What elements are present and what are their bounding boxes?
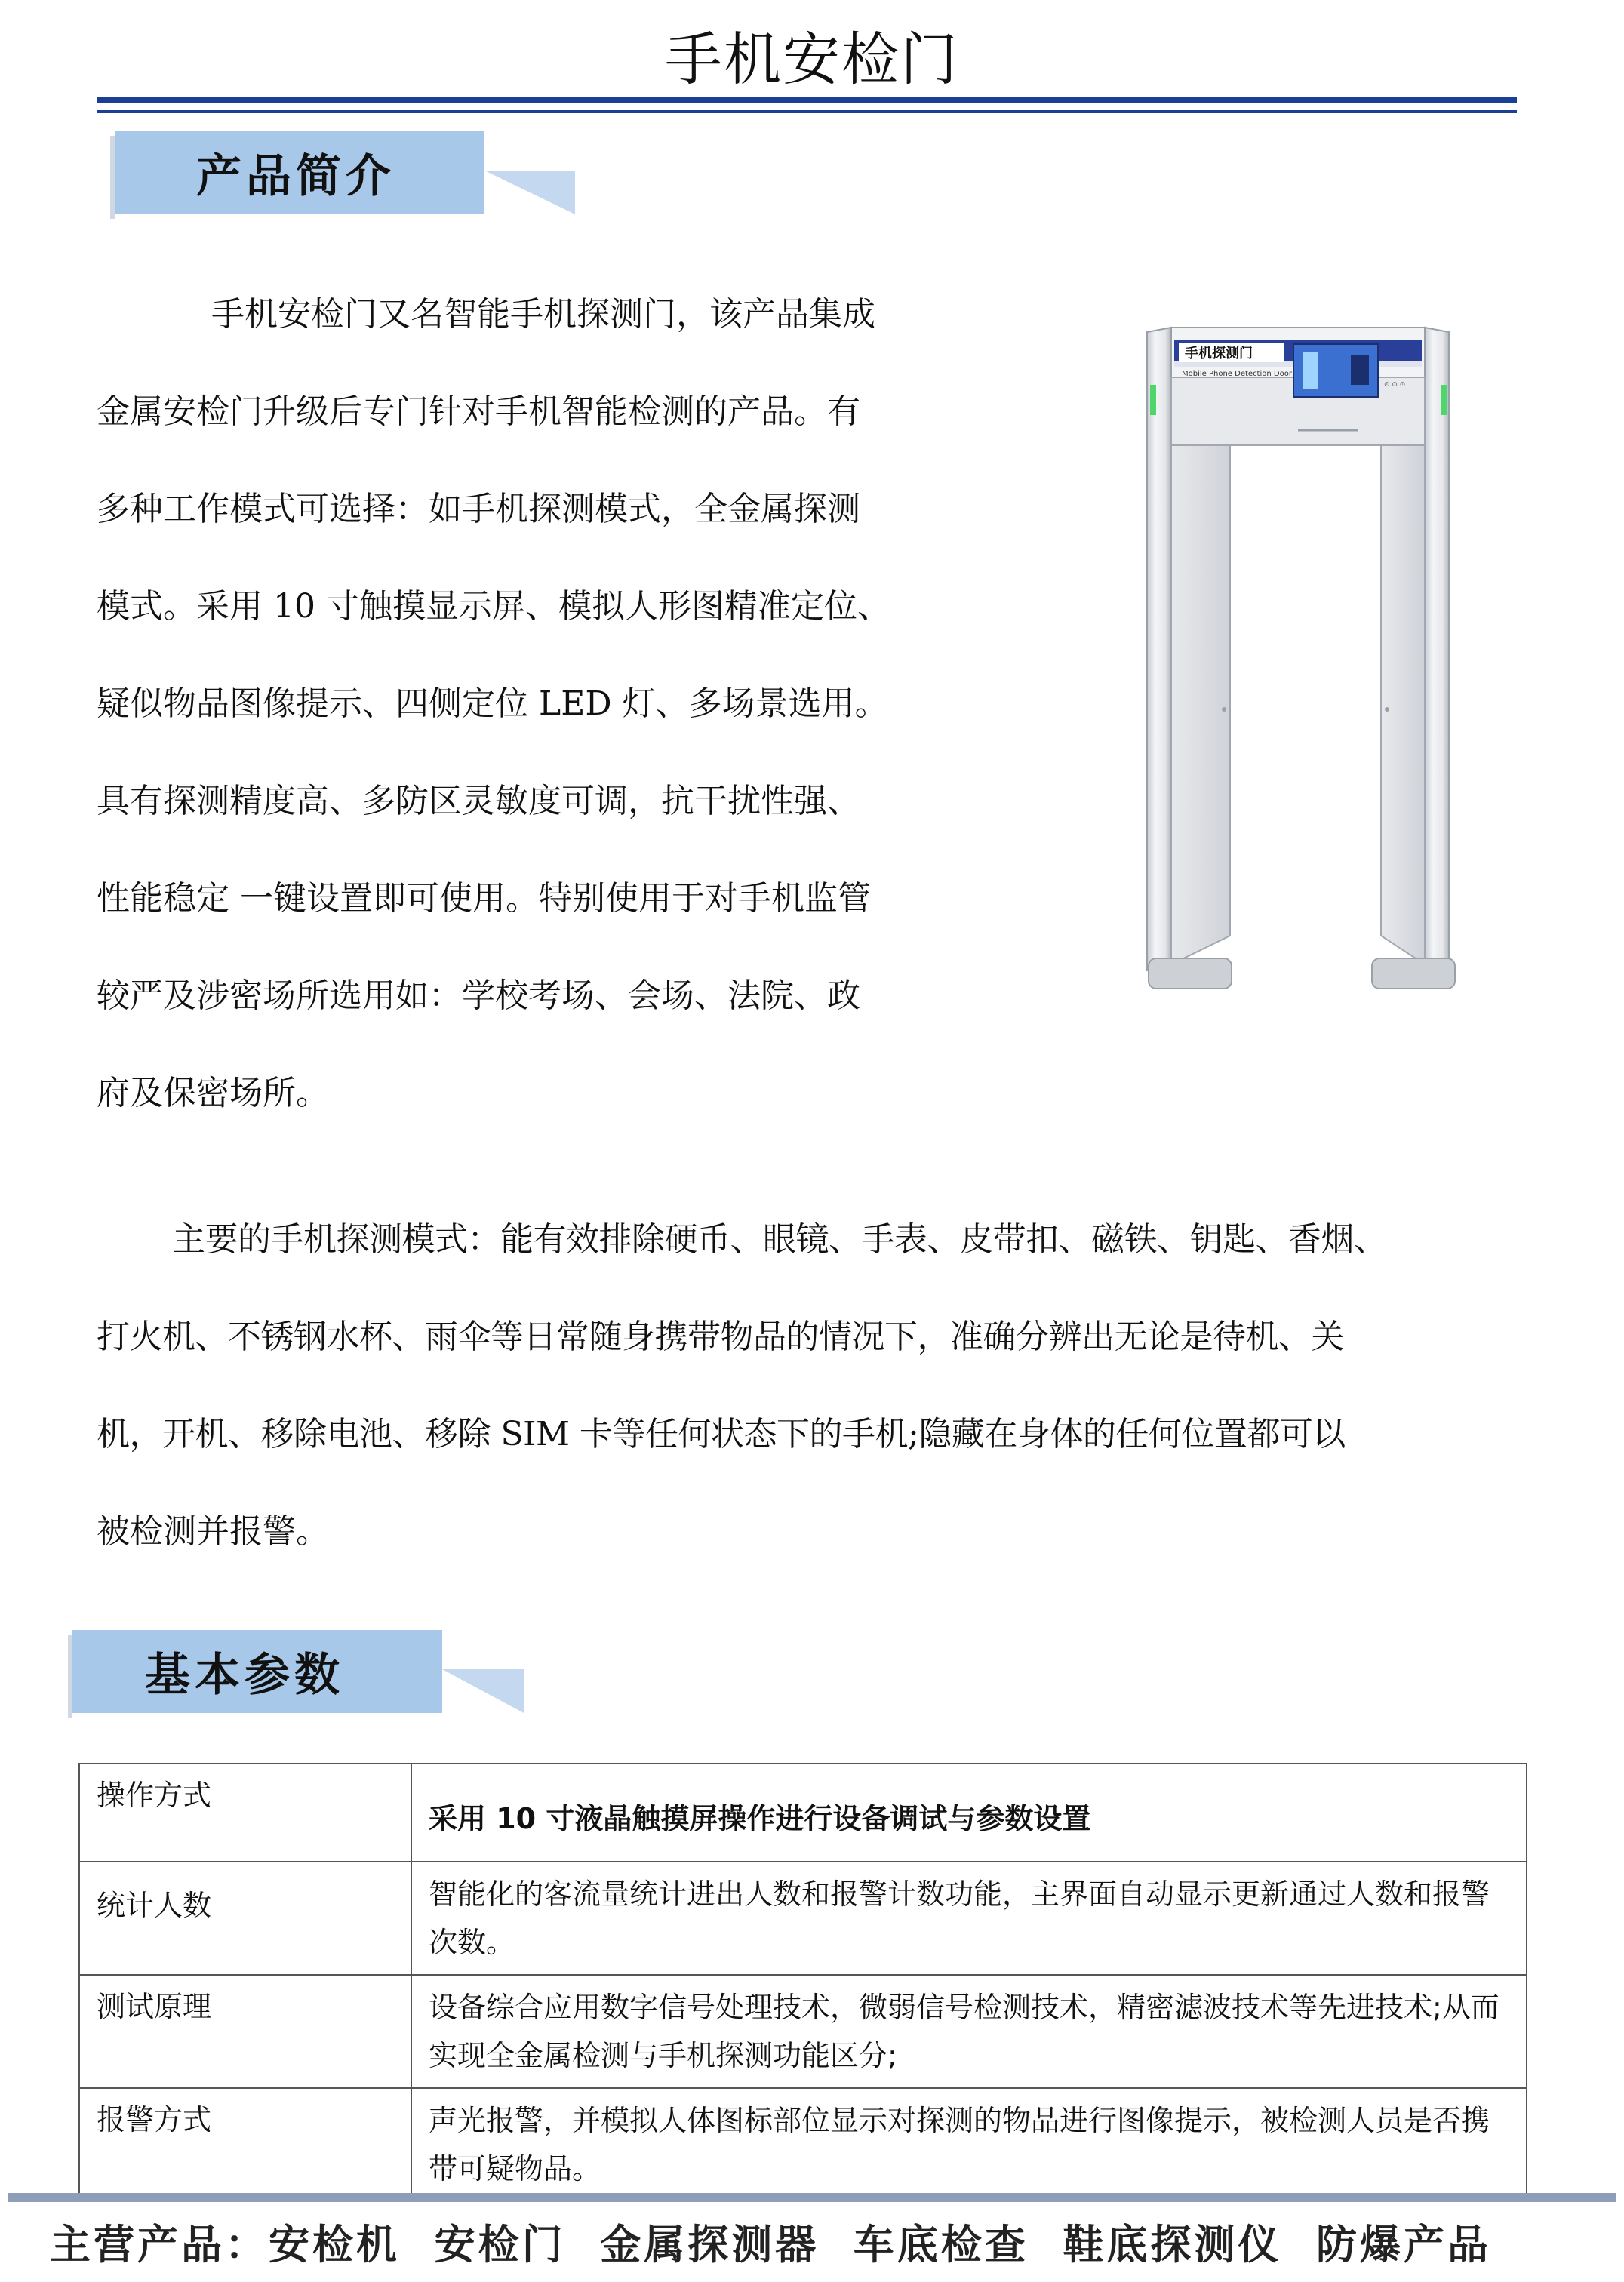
param-value: 智能化的客流量统计进出人数和报警计数功能，主界面自动显示更新通过人数和报警次数。 [411,1862,1527,1975]
header-rule-thin [97,110,1517,113]
mode-line: 主要的手机探测模式：能有效排除硬币、眼镜、手表、皮带扣、磁铁、钥匙、香烟、 [172,1220,1387,1259]
intro-line: 手机安检门又名智能手机探测门，该产品集成 [211,295,875,334]
param-key: 操作方式 [79,1764,411,1862]
metal-detector-door-illustration [1132,317,1479,1011]
mode-line: 机，开机、移除电池、移除 SIM 卡等任何状态下的手机;隐藏在身体的任何位置都可以 [97,1415,1346,1453]
table-row [79,2088,1527,2201]
page-title: 手机安检门 [665,26,959,93]
table-row [79,1764,1527,1862]
intro-line: 具有探测精度高、多防区灵敏度可调，抗干扰性强、 [97,782,860,820]
svg-text:⊙ ⊙ ⊙: ⊙ ⊙ ⊙ [1384,381,1406,389]
section-banner-params [72,1625,540,1719]
intro-line: 模式。采用 10 寸触摸显示屏、模拟人形图精准定位、 [97,587,890,626]
param-key: 报警方式 [79,2088,411,2201]
table-row [79,1975,1527,2088]
mode-line: 打火机、不锈钢水杯、雨伞等日常随身携带物品的情况下，准确分辨出无论是待机、关 [97,1318,1344,1356]
footer-rule [8,2193,1616,2202]
section-banner-intro [115,127,567,220]
intro-line: 府及保密场所。 [97,1074,329,1112]
intro-paragraph [97,266,1032,1142]
panel-title: 手机探测门 [1185,346,1253,361]
footer-products: 主营产品：安检机 安检门 金属探测器 车底检查 鞋底探测仪 防爆产品 [50,2220,1491,2268]
intro-line: 疑似物品图像提示、四侧定位 LED 灯、多场景选用。 [97,684,888,723]
banner-arrow [484,171,575,214]
table-row [79,1862,1527,1975]
intro-line: 多种工作模式可选择：如手机探测模式，全金属探测 [97,490,860,528]
mode-line: 被检测并报警。 [97,1512,329,1551]
banner-arrow [442,1669,524,1713]
mode-paragraph [97,1191,1530,1580]
section-heading-intro: 产品简介 [196,150,395,203]
panel-subtitle: Mobile Phone Detection Door [1182,370,1292,378]
intro-line: 性能稳定 一键设置即可使用。特别使用于对手机监管 [97,879,871,918]
intro-line: 金属安检门升级后专门针对手机智能检测的产品。有 [97,392,860,431]
header-rule-thick [97,97,1517,103]
param-key: 测试原理 [79,1975,411,2088]
param-value: 声光报警，并模拟人体图标部位显示对探测的物品进行图像提示，被检测人员是否携带可疑物品。 [411,2088,1527,2201]
param-value: 设备综合应用数字信号处理技术，微弱信号检测技术，精密滤波技术等先进技术;从而实现全金属检测与手机探测功能区分; [411,1975,1527,2088]
product-image [1132,317,1479,1011]
param-value: 采用 10 寸液晶触摸屏操作进行设备调试与参数设置 [411,1764,1527,1862]
params-table [78,1763,1527,2202]
intro-line: 较严及涉密场所选用如：学校考场、会场、法院、政 [97,976,860,1015]
section-heading-params: 基本参数 [145,1649,344,1702]
param-key: 统计人数 [79,1862,411,1975]
